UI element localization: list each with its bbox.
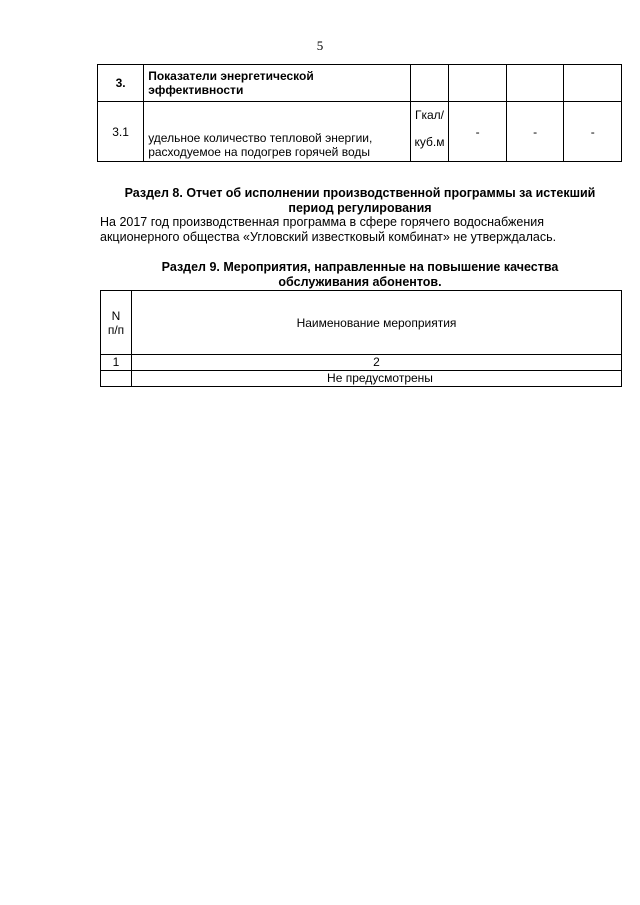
value-cell: - — [564, 102, 622, 162]
table-header-row — [101, 291, 622, 355]
index-number: 1 — [101, 355, 132, 371]
row-name: Показатели энергетической эффективности — [144, 65, 410, 102]
unit-cell — [410, 65, 449, 102]
row-name — [144, 102, 410, 162]
header-number — [101, 291, 132, 355]
value-cell — [449, 65, 507, 102]
section9-title-line: обслуживания абонентов. — [278, 275, 442, 289]
table-index-row — [101, 355, 622, 371]
header-name: Наименование мероприятия — [132, 291, 622, 355]
section9-title-line: Раздел 9. Мероприятия, направленные на повышение качества — [161, 260, 559, 274]
row-name-line: удельное количество тепловой энергии, — [148, 131, 373, 145]
value-cell: - — [449, 102, 507, 162]
value-cell — [564, 65, 622, 102]
value-cell — [506, 65, 564, 102]
index-name: 2 — [132, 355, 622, 371]
header-number-line: N — [111, 308, 121, 323]
row-name-line: расходуемое на подогрев горячей воды — [148, 145, 370, 159]
page-number: 5 — [316, 38, 324, 53]
energy-efficiency-table — [97, 64, 622, 162]
table-row — [98, 65, 622, 102]
row-number: 3.1 — [98, 102, 144, 162]
section8-title-line: Раздел 8. Отчет об исполнении производственной программы за истекший — [124, 186, 596, 200]
measures-table — [100, 290, 622, 387]
row-number — [101, 371, 132, 387]
row-number: 3. — [98, 65, 144, 102]
table-row — [98, 102, 622, 162]
unit-line: куб.м — [414, 135, 445, 149]
section8-text — [100, 215, 620, 245]
section8-title — [100, 186, 620, 216]
unit-line: Гкал/ — [414, 108, 445, 122]
unit-cell — [410, 102, 449, 162]
value-cell: - — [506, 102, 564, 162]
header-number-line: п/п — [107, 322, 125, 337]
table-row — [101, 371, 622, 387]
row-name: Не предусмотрены — [132, 371, 622, 387]
section8-title-line: период регулирования — [288, 201, 432, 215]
section8-text-line: акционерного общества «Угловский известковый комбинат» не утверждалась. — [100, 230, 557, 244]
section8-text-line: На 2017 год производственная программа в сфере горячего водоснабжения — [100, 215, 544, 229]
section9-title — [100, 260, 620, 290]
